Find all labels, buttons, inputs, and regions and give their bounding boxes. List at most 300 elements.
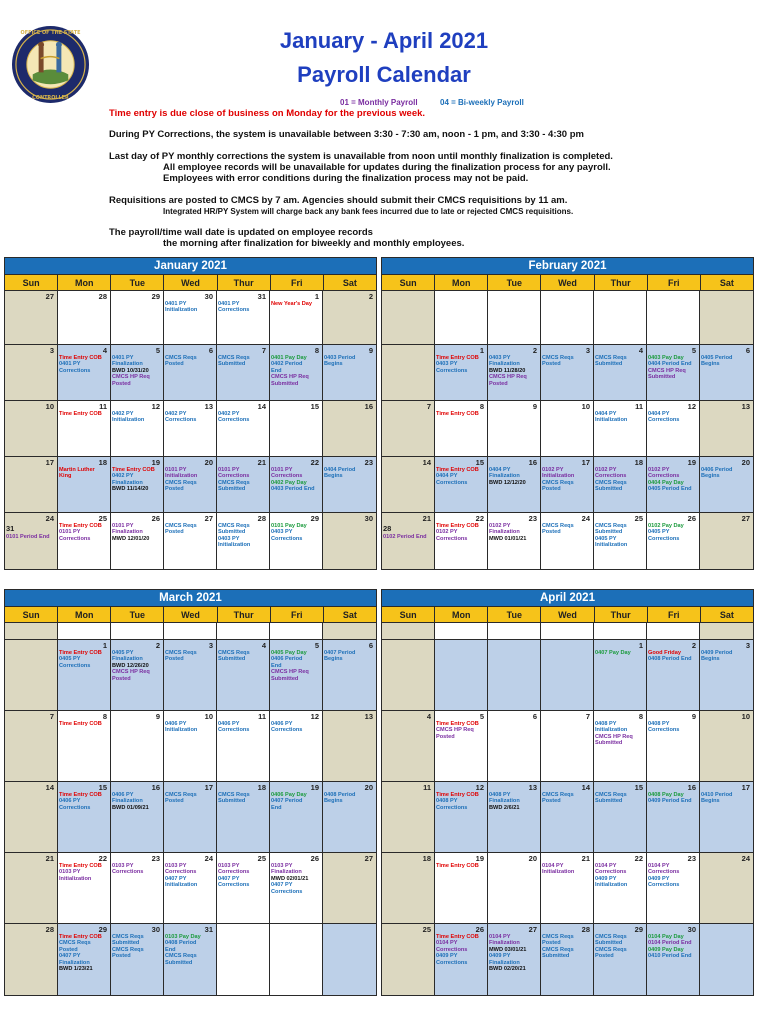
event-text: Initialization: [595, 417, 628, 424]
event-text: BWD 12/12/20: [489, 479, 526, 486]
event-text: Initialization: [542, 473, 575, 480]
day-cell-29: [270, 513, 323, 569]
event-text: 0101 PY: [218, 467, 240, 473]
event-text: Time Entry COB: [436, 934, 479, 940]
day-cell-7: [541, 711, 594, 782]
event-text: Time Entry COB: [436, 467, 479, 473]
day-number: 23: [151, 854, 160, 863]
day-number: 26: [310, 854, 319, 863]
event-text: Posted: [542, 486, 561, 493]
day-number: 25: [98, 514, 107, 523]
empty-day-cell: [382, 291, 435, 345]
day-number: 5: [479, 712, 484, 721]
event-text: Posted: [542, 529, 561, 536]
day-number: 15: [98, 783, 107, 792]
day-number: 1: [479, 346, 484, 355]
day-cell-20: [488, 853, 541, 924]
weekday-label: Mon: [58, 607, 111, 622]
day-number: 22: [98, 854, 107, 863]
event-text: Corrections: [436, 804, 468, 811]
event-text: Time Entry COB: [59, 863, 102, 869]
day-number: 24: [741, 854, 750, 863]
day-number: 18: [98, 458, 107, 467]
day-number: 29: [310, 514, 319, 523]
day-number: 24: [204, 854, 213, 863]
event-text: CMCS Reqs: [542, 934, 574, 940]
day-cell-25: [217, 853, 270, 924]
weekday-header-row: [5, 275, 376, 291]
day-number: 22: [475, 514, 484, 523]
event-text: Corrections: [436, 946, 468, 953]
event-text: 0403 PY: [218, 535, 240, 542]
event-text: 0402 Period: [271, 361, 303, 368]
day-number: 30: [204, 292, 213, 301]
event-text: Time Entry COB: [436, 792, 479, 798]
event-text: BWD 11/28/20: [489, 367, 526, 374]
empty-day-cell: [435, 291, 488, 345]
day-cell-24: [5, 513, 58, 569]
event-text: 0102 PY: [595, 467, 617, 473]
weekday-label: Tue: [111, 275, 164, 290]
event-text: Initialization: [595, 727, 628, 734]
day-cell-10: [700, 711, 753, 782]
event-text: Posted: [112, 953, 131, 960]
event-text: Posted: [112, 380, 131, 387]
event-text: Initialization: [59, 875, 92, 882]
weekday-label: Thur: [218, 275, 271, 290]
event-text: CMCS Reqs: [595, 934, 627, 940]
weekday-header-row: [5, 607, 376, 623]
event-text: 0407 PY: [165, 875, 187, 882]
empty-day-cell: [435, 623, 488, 640]
weekday-label: Sun: [382, 607, 435, 622]
day-number: 12: [310, 712, 319, 721]
event-text: CMCS Reqs: [542, 479, 574, 486]
event-text: BWD 1/23/21: [59, 966, 93, 973]
day-cell-13: [323, 711, 376, 782]
empty-day-cell: [488, 291, 541, 345]
day-cell-28: [5, 924, 58, 995]
event-text: CMCS Reqs: [165, 523, 197, 529]
event-text: Initialization: [595, 542, 628, 549]
event-text: 0408 PY: [489, 792, 511, 798]
event-text: Corrections: [648, 727, 680, 734]
day-number: 31: [257, 292, 266, 301]
day-number: 2: [691, 641, 696, 650]
event-text: BWD 2/6/21: [489, 804, 520, 811]
weekday-label: Thur: [595, 607, 648, 622]
event-text: Finalization: [112, 529, 143, 536]
day-cell-26: [647, 513, 700, 569]
empty-day-cell: [164, 623, 217, 640]
month-header: March 2021: [5, 590, 376, 607]
event-text: CMCS Reqs: [165, 479, 197, 486]
day-number: 11: [99, 402, 107, 411]
event-text: 0404 PY: [648, 411, 670, 417]
day-cell-14: [217, 401, 270, 457]
day-number-secondary: 28: [383, 524, 392, 533]
event-text: Corrections: [59, 804, 91, 811]
event-text: BWD 10/31/20: [112, 367, 149, 374]
event-text: 0103 PY: [271, 863, 293, 869]
event-text: 0406 PY: [112, 792, 134, 798]
day-cell-7: [5, 711, 58, 782]
day-cell-21: [382, 513, 435, 569]
event-text: 0104 Period End: [648, 940, 692, 947]
weekday-label: Thur: [218, 607, 271, 622]
event-text: Corrections: [648, 417, 680, 424]
event-text: Posted: [165, 656, 184, 663]
event-text: 0405 PY: [648, 529, 670, 536]
day-number: 22: [634, 854, 643, 863]
day-number: 2: [155, 641, 160, 650]
event-text: Initialization: [165, 882, 198, 889]
day-number: 17: [581, 458, 590, 467]
day-number: 21: [581, 854, 590, 863]
day-number: 17: [204, 783, 213, 792]
event-text: CMCS HP Req: [595, 733, 633, 740]
event-text: 0104 Pay Day: [648, 934, 684, 940]
day-cell-22: [58, 853, 111, 924]
calendar-april: [381, 589, 754, 996]
event-text: CMCS Reqs: [542, 792, 574, 798]
event-text: MWD 01/01/21: [489, 535, 527, 542]
event-text: BWD 11/14/20: [112, 486, 149, 493]
event-text: 0407 Pay Day: [595, 650, 631, 656]
event-text: 0410 Period: [701, 792, 733, 798]
day-cell-2: [111, 640, 164, 711]
day-cell-13: [488, 782, 541, 853]
weekday-label: Wed: [164, 607, 217, 622]
event-text: Time Entry COB: [436, 355, 479, 361]
event-text: 0403 PY: [271, 529, 293, 536]
event-text: Posted: [165, 486, 184, 493]
day-number: 29: [98, 925, 107, 934]
weekday-label: Sun: [5, 275, 58, 290]
event-text: Submitted: [271, 675, 299, 682]
day-number: 25: [422, 925, 431, 934]
event-text: Begins: [324, 656, 343, 663]
day-cell-17: [164, 782, 217, 853]
event-text: Corrections: [165, 417, 197, 424]
event-text: Corrections: [271, 473, 303, 480]
day-cell-11: [382, 782, 435, 853]
empty-day-cell: [323, 623, 376, 640]
event-text: 0103 Pay Day: [165, 934, 201, 940]
day-cell-30: [647, 924, 700, 995]
day-number: 19: [310, 783, 319, 792]
event-text: Submitted: [218, 486, 246, 493]
day-number: 28: [45, 925, 54, 934]
event-text: 0101 PY: [271, 467, 293, 473]
day-cell-8: [594, 711, 647, 782]
day-number: 9: [532, 402, 537, 411]
day-number: 19: [475, 854, 484, 863]
event-text: 0406 PY: [59, 798, 81, 805]
event-text: Corrections: [218, 869, 250, 876]
day-cell-19: [435, 853, 488, 924]
event-text: Finalization: [489, 798, 520, 805]
day-cell-10: [541, 401, 594, 457]
day-cell-17: [700, 782, 753, 853]
day-cell-4: [594, 345, 647, 401]
event-text: CMCS Reqs: [112, 934, 144, 940]
day-cell-11: [594, 401, 647, 457]
empty-day-cell: [217, 623, 270, 640]
event-text: Time Entry COB: [59, 650, 102, 656]
event-text: 0401 PY: [112, 355, 134, 361]
event-text: CMCS Reqs: [112, 946, 144, 953]
event-text: 0409 PY: [595, 875, 617, 882]
day-cell-11: [58, 401, 111, 457]
event-text: Posted: [595, 953, 614, 960]
day-number: 28: [98, 292, 107, 301]
day-cell-9: [111, 711, 164, 782]
day-number: 11: [258, 712, 266, 721]
event-text: Posted: [165, 798, 184, 805]
day-number: 4: [426, 712, 431, 721]
event-text: 0409 Pay Day: [648, 946, 684, 953]
day-number: 25: [634, 514, 643, 523]
weekday-label: Tue: [111, 607, 164, 622]
event-text: Martin Luther: [59, 467, 95, 473]
event-text: Begins: [701, 473, 720, 480]
event-text: Corrections: [595, 473, 627, 480]
day-number: 21: [257, 458, 266, 467]
event-text: CMCS Reqs: [542, 523, 574, 529]
weekday-label: Sun: [5, 607, 58, 622]
event-text: Finalization: [112, 361, 143, 368]
event-text: BWD 01/09/21: [112, 804, 149, 811]
day-number: 8: [314, 346, 319, 355]
day-number: 20: [741, 458, 750, 467]
day-number: 23: [528, 514, 537, 523]
event-text: 0407 PY: [59, 953, 81, 960]
day-cell-15: [270, 401, 323, 457]
day-cell-2: [323, 291, 376, 345]
event-text: CMCS HP Req: [436, 727, 474, 734]
day-cell-14: [382, 457, 435, 513]
day-cell-16: [323, 401, 376, 457]
day-number: 9: [691, 712, 696, 721]
event-text: Initialization: [218, 542, 251, 549]
event-text: Submitted: [165, 959, 193, 966]
day-number: 7: [49, 712, 54, 721]
day-number: 24: [581, 514, 590, 523]
day-number: 23: [687, 854, 696, 863]
day-cell-15: [594, 782, 647, 853]
event-text: 0409 PY: [648, 875, 670, 882]
event-text: Initialization: [165, 727, 198, 734]
weekday-label: Sat: [719, 278, 734, 288]
event-text: 0101 PY: [59, 529, 81, 536]
event-text: Initialization: [112, 417, 145, 424]
day-number: 11: [423, 783, 431, 792]
event-text: CMCS Reqs: [218, 792, 250, 798]
event-text: 0404 PY Corrections: [436, 473, 468, 486]
day-cell-21: [217, 457, 270, 513]
day-number: 29: [151, 292, 160, 301]
event-text: 0104 PY: [648, 863, 670, 869]
day-number: 8: [479, 402, 484, 411]
day-number: 12: [151, 402, 160, 411]
day-cell-14: [541, 782, 594, 853]
day-cell-29: [111, 291, 164, 345]
empty-day-cell: [435, 640, 488, 711]
weekday-label: Thur: [595, 275, 648, 290]
day-number: 5: [691, 346, 696, 355]
event-text: Finalization: [489, 473, 520, 480]
event-text: Corrections: [165, 869, 197, 876]
day-number-secondary: 31: [6, 524, 15, 533]
event-text: 0403 Period End: [271, 486, 315, 493]
day-number: 29: [634, 925, 643, 934]
empty-day-cell: [382, 623, 435, 640]
day-cell-7: [382, 401, 435, 457]
day-number: 5: [155, 346, 160, 355]
event-text: CMCS Reqs: [165, 650, 197, 656]
day-cell-15: [58, 782, 111, 853]
day-number: 26: [151, 514, 160, 523]
event-text: Time Entry COB: [436, 863, 479, 869]
calendar-january: [4, 257, 377, 570]
day-cell-30: [164, 291, 217, 345]
event-text: CMCS Reqs: [59, 940, 91, 947]
day-cell-6: [323, 640, 376, 711]
day-number: 14: [581, 783, 590, 792]
day-number: 12: [475, 783, 484, 792]
event-text: Posted: [165, 529, 184, 536]
day-number: 1: [314, 292, 319, 301]
empty-day-cell: [700, 924, 753, 995]
day-cell-19: [270, 782, 323, 853]
event-text: 0401 Pay Day: [271, 355, 307, 361]
month-header: April 2021: [382, 590, 753, 607]
event-text: Corrections: [271, 535, 303, 542]
day-number: 26: [687, 514, 696, 523]
instruction-line: Requisitions are posted to CMCS by 7 am. Agencies should submit their CMCS requisitions by 11 am.: [109, 195, 568, 206]
event-text: Corrections: [648, 869, 680, 876]
event-text: BWD 02/20/21: [489, 966, 526, 973]
event-text: Good Friday: [648, 650, 681, 656]
day-cell-27: [323, 853, 376, 924]
day-number: 7: [585, 712, 590, 721]
day-cell-3: [700, 640, 753, 711]
event-text: Begins: [324, 473, 343, 480]
month-header: February 2021: [382, 258, 753, 275]
weekday-label: Fri: [648, 275, 701, 290]
day-cell-27: [5, 291, 58, 345]
event-text: Submitted: [595, 361, 623, 368]
event-text: CMCS Reqs: [218, 523, 250, 529]
day-number: 12: [687, 402, 696, 411]
weekday-label: Tue: [488, 607, 541, 622]
event-text: 0406 Period: [271, 656, 303, 663]
day-cell-2: [647, 640, 700, 711]
weekday-label: Sun: [382, 275, 435, 290]
event-text: 0403 Pay Day: [648, 355, 684, 361]
day-cell-24: [541, 513, 594, 569]
day-cell-26: [270, 853, 323, 924]
day-cell-16: [647, 782, 700, 853]
event-text: Submitted: [595, 940, 623, 947]
instruction-line: All employee records will be unavailable for updates during the finalization process for any payroll.: [163, 162, 611, 173]
day-cell-24: [700, 853, 753, 924]
day-cell-16: [111, 782, 164, 853]
day-number: 1: [638, 641, 643, 650]
event-text: Time Entry COB: [436, 523, 479, 529]
event-text: 0407 PY: [218, 875, 240, 882]
event-text: 0403 PY: [436, 361, 458, 368]
day-number: 18: [257, 783, 266, 792]
event-text: Corrections: [218, 417, 250, 424]
event-text: CMCS Reqs: [542, 355, 574, 361]
weekday-label: Sat: [342, 610, 357, 620]
event-text: 0402 Pay Day: [271, 479, 307, 486]
day-cell-18: [382, 853, 435, 924]
day-number: 30: [687, 925, 696, 934]
event-text: 0403 PY: [489, 355, 511, 361]
event-text: Corrections: [436, 959, 468, 966]
day-number: 8: [102, 712, 107, 721]
event-text: Time Entry COB: [112, 467, 155, 473]
day-cell-14: [5, 782, 58, 853]
day-cell-30: [111, 924, 164, 995]
event-text: Begins: [701, 656, 720, 663]
event-text: 0104 PY: [542, 863, 564, 869]
event-text: Finalization: [489, 361, 520, 368]
day-number: 5: [314, 641, 319, 650]
day-cell-3: [5, 345, 58, 401]
event-text: Finalization: [489, 529, 520, 536]
legend-biweekly: 04 = Bi-weekly Payroll: [440, 98, 524, 107]
event-text: Time Entry COB: [59, 411, 102, 417]
day-cell-22: [270, 457, 323, 513]
event-text: Corrections: [648, 473, 680, 480]
event-text: Time Entry COB: [59, 721, 102, 727]
day-number: 17: [741, 783, 750, 792]
instruction-line: The payroll/time wall date is updated on employee records: [109, 227, 373, 238]
event-text: Initialization: [542, 869, 575, 876]
day-cell-10: [164, 711, 217, 782]
weekday-label: Wed: [541, 607, 594, 622]
day-cell-1: [435, 345, 488, 401]
weekday-label: Fri: [271, 275, 324, 290]
day-cell-27: [488, 924, 541, 995]
day-number: 9: [368, 346, 373, 355]
event-text: Submitted: [648, 374, 676, 381]
day-number: 27: [45, 292, 54, 301]
event-text: 0102 Pay Day: [648, 523, 684, 529]
event-text: CMCS HP Req: [112, 669, 150, 676]
day-number: 28: [581, 925, 590, 934]
event-text: End: [165, 946, 176, 953]
event-text: 0402 PY: [165, 411, 187, 417]
event-text: 0405 Period: [701, 355, 733, 361]
weekday-label: Mon: [58, 275, 111, 290]
day-cell-29: [594, 924, 647, 995]
day-number: 10: [741, 712, 750, 721]
day-number: 20: [204, 458, 213, 467]
event-text: MWD 03/01/21: [489, 946, 527, 953]
empty-day-cell: [270, 623, 323, 640]
weekday-header-row: [382, 275, 753, 291]
event-text: Initialization: [595, 882, 628, 889]
day-cell-25: [594, 513, 647, 569]
event-text: Corrections: [648, 882, 680, 889]
event-text: Posted: [59, 946, 78, 953]
event-text: 0102 PY: [542, 467, 564, 473]
